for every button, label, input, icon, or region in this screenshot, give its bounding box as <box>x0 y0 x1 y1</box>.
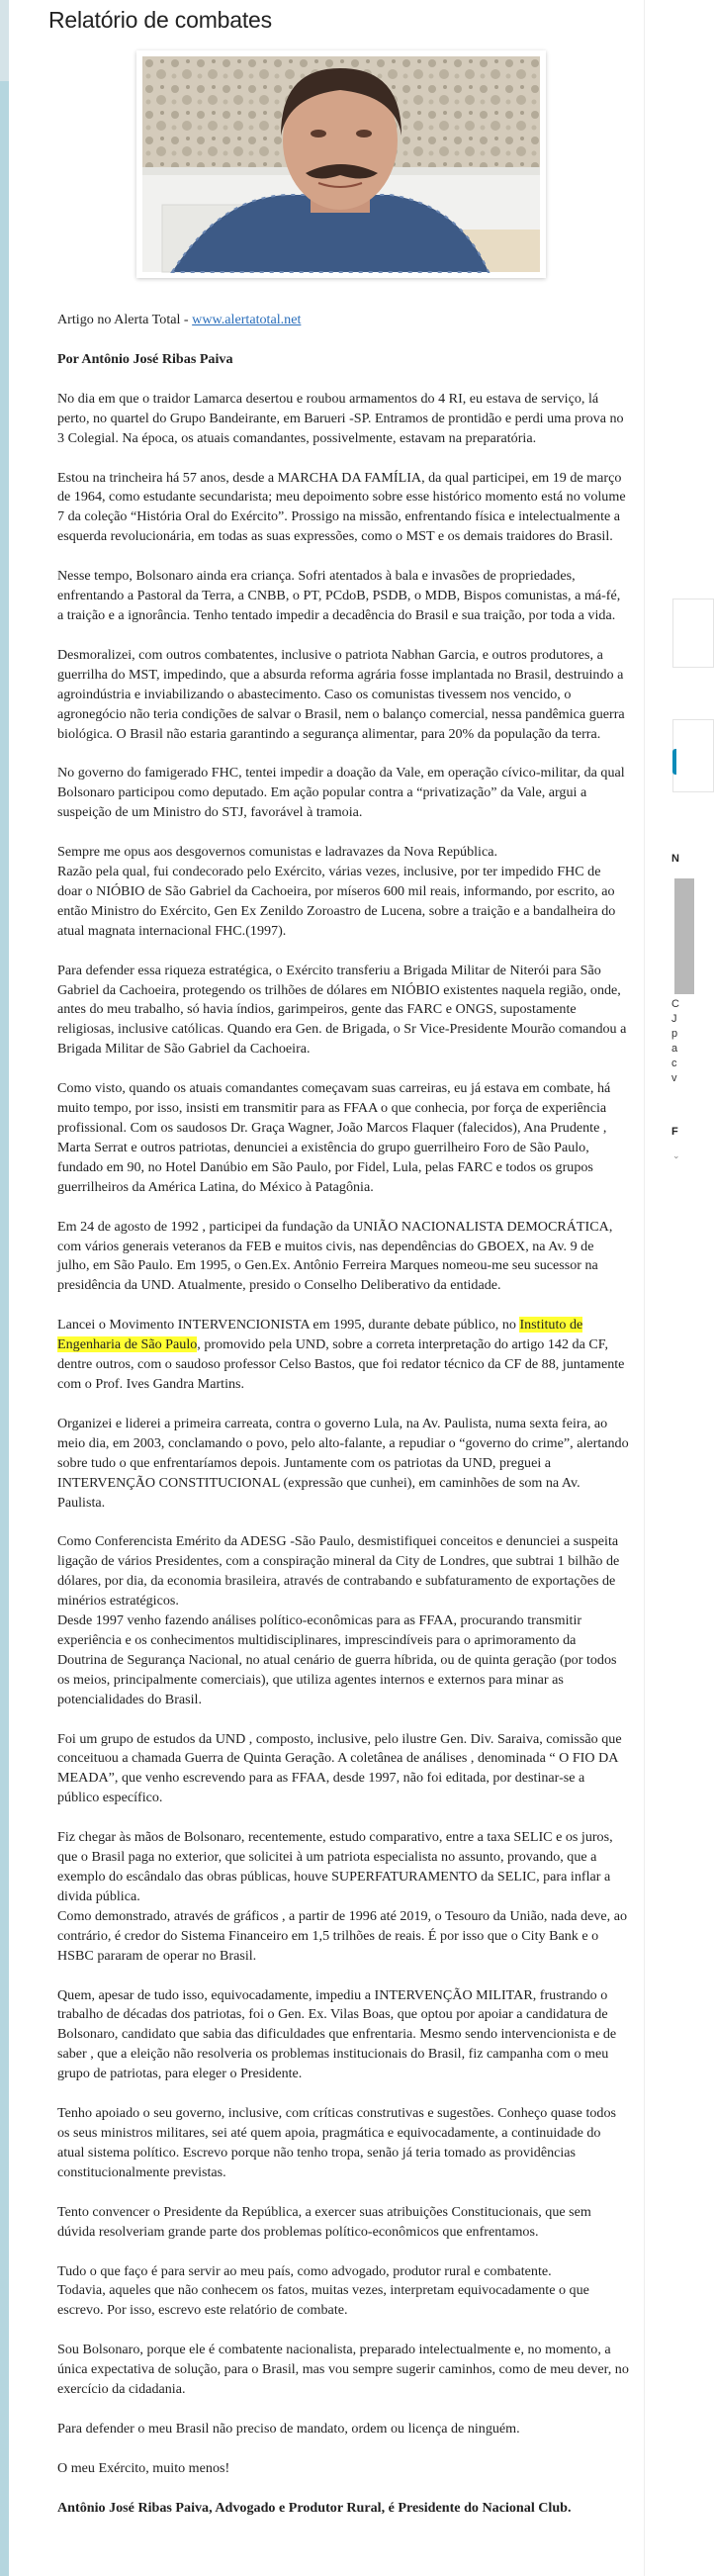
article-paragraph: No dia em que o traidor Lamarca desertou e roubou armamentos do 4 RI, eu estava de serviço, lá perto, no quartel do Grupo Bandeirante, em Barueri -SP. Entramos de prontidão e perdi uma prova no 3 Colegial. Na época, os atuais comandantes, possivelmente, estavam na preparatória. <box>57 390 624 446</box>
article-paragraph: No governo do famigerado FHC, tentei impedir a doação da Vale, em operação cívico-militar, da qual Bolsonaro participou como deputado. Em ação popular contra a “privatização” da Vale, argui a suspeição de um Ministro do STJ, favorável à tramoia. <box>57 765 625 821</box>
article-paragraph: Tenho apoiado o seu governo, inclusive, com críticas construtivas e sugestões. Conheço quase todos os seus ministros militares, sei até quem apoia, pragmática e equivocadamente, a continuidade do atual sistema político. Escrevo porque não tenho tropa, senão já teria tomado as providências constitucionalmente previstas. <box>57 2105 616 2180</box>
sidebar-widget-box <box>672 598 714 668</box>
sidebar-thumbnail[interactable] <box>674 878 694 994</box>
post-column <box>9 0 645 2576</box>
byline: Por Antônio José Ribas Paiva <box>57 350 233 367</box>
source-link[interactable]: www.alertatotal.net <box>192 312 302 327</box>
post-image-frame[interactable] <box>136 50 546 278</box>
sidebar-partial <box>645 0 680 2576</box>
source-line: Artigo no Alerta Total - www.alertatotal.net <box>57 312 302 327</box>
article-paragraph: Para defender o meu Brasil não preciso de mandato, ordem ou licença de ninguém. <box>57 2420 520 2437</box>
article-paragraph: Como Conferencista Emérito da ADESG -São Paulo, desmistifiquei conceitos e denunciei a suspeita ligação de vários Presidentes, com a conspiração mineral da City de Londres, que subtrai 1 bilhão de dólares, por dia, da economia brasileira, através de contrabando e subfaturamento de exportações de minérios estratégicos. Desde 1997 venho fazendo análises político-econômicas para as FFAA, procurando transmitir experiência e os conhecimentos multidisciplinares, imprescindíveis para o aprimoramento da Doutrina de Segurança Nacional, no atual cenário de guerra híbrida, ou de quinta geração (por todos os meios, principalmente comerciais), que utiliza agentes internos e externos para minar as potencialidades do Brasil. <box>57 1533 620 1707</box>
author-photo-illustration <box>142 56 540 272</box>
post-title: Relatório de combates <box>48 7 272 33</box>
article-paragraph: Sempre me opus aos desgovernos comunistas e ladravazes da Nova República. Razão pela qual, fui condecorado pelo Exército, várias vezes, inclusive, por ter impedido FHC de doar o NIÓBIO de São Gabriel da Cachoeira, por míseros 600 mil reais, informando, por escrito, ao então Ministro do Exército, Gen Ex Zenildo Zoroastro de Lucena, sobre a traição e a bandalheira do atual magnata internacional FHC.(1997). <box>57 844 616 939</box>
article-paragraph: Quem, apesar de tudo isso, equivocadamente, impediu a INTERVENÇÃO MILITAR, frustrando o trabalho de décadas dos patriotas, foi o Gen. Ex. Vilas Boas, que optou por apoiar a candidatura de Bolsonaro, candidato que sabia das dificuldades que enfrentaria. Mesmo sendo intervencionista e de saber , que a eleição não resolveria os problemas institucionais do Brasil, fiz campanha com o meu grupo de patriotas, para eleger o Presidente. <box>57 1986 617 2082</box>
highlighted-text: Instituto de Engenharia de São Paulo <box>57 1317 583 1353</box>
sidebar-widget-box <box>672 719 714 792</box>
article-paragraph: Como visto, quando os atuais comandantes começavam suas carreiras, eu já estava em combate, há muito tempo, por isso, insisti em transmitir para as FFAA o que conhecia, por força de experiência profissional. Com os saudosos Dr. Graça Wagner, João Marcos Flaquer (falecidos), Ana Prudente , Marta Serrat e outros patriotas, denunciei a existência do grupo guerrilheiro Foro de São Paulo, fundado em 90, no Hotel Danúbio em São Paulo, por Fidel, Lula, pelas FARC e todos os grupos guerrilheiros da América Latina, do México à Patagônia. <box>57 1080 611 1195</box>
article-paragraph: Foi um grupo de estudos da UND , composto, inclusive, pelo ilustre Gen. Div. Saraiva, comissão que conceituou a chamada Guerra de Quinta Geração. A coletânea de análises , denominada “ O FIO DA MEADA”, que venho escrevendo para as FFAA, desde 1997, não foi editada, por destinar-se a público específico. <box>57 1730 622 1806</box>
sidebar-heading: N <box>671 853 679 865</box>
article-paragraph: Fiz chegar às mãos de Bolsonaro, recentemente, estudo comparativo, entre a taxa SELIC e os juros, que o Brasil paga no exterior, que solicitei à um patriota especialista no assunto, provando, que a exemplo do escândalo das obras públicas, houve SUPERFATURAMENTO da SELIC, para inflar a divida pública. Como demonstrado, através de gráficos , a partir de 1996 até 2019, o Tesouro da União, nada deve, ao contrário, é credor do Sistema Financeiro em 1,5 trilhões de reais. É por isso que o City Bank e o HSBC pararam de operar no Brasil. <box>57 1829 628 1964</box>
article-paragraph: Desmoralizei, com outros combatentes, inclusive o patriota Nabhan Garcia, e outros produtores, a guerrilha do MST, impedindo, que a absurda reforma agrária fosse implantada no Brasil, destruindo a agroindústria e inviabilizando o abastecimento. Caso os comunistas tivessem nos vencido, o agronegócio não teria condições de salvar o Brasil, nem o balanço comercial, nessa pandêmica guerra biológica. O Brasil não estaria garantindo a segurança alimentar, para 20% da população da terra. <box>57 646 625 742</box>
article-paragraph-highlighted: Lancei o Movimento INTERVENCIONISTA em 1995, durante debate público, no Instituto de Engenharia de São Paulo, promovido pela UND, sobre a correta interpretação do artigo 142 da CF, dentre outros, com o saudoso professor Celso Bastos, que foi redator técnico da CF de 88, juntamente com o Prof. Ives Gandra Martins. <box>57 1317 625 1392</box>
sidebar-heading: F <box>671 1126 678 1138</box>
article-paragraph: Em 24 de agosto de 1992 , participei da fundação da UNIÃO NACIONALISTA DEMOCRÁTICA, com vários generais veteranos da FEB e muitos civis, nas dependências do GBOEX, na Av. 9 de julho, em São Paulo. Em 1995, o Gen.Ex. Antônio Ferreira Marques nomeou-me seu sucessor na presidência da UND. Atualmente, presido o Conselho Deliberativo da entidade. <box>57 1218 613 1294</box>
chevron-down-icon[interactable]: ⌄ <box>672 1150 680 1160</box>
article-paragraph: Organizei e liderei a primeira carreata, contra o governo Lula, na Av. Paulista, numa sexta feira, ao meio dia, em 2003, conclamando o povo, pelo alto-falante, a repudiar o “governo do crime”, alertando sobre tudo o que enfrentaríamos depois. Juntamente com os patriotas da UND, preguei a INTERVENÇÃO CONSTITUCIONAL (expressão que cunhei), em caminhões de som na Av. Paulista. <box>57 1415 629 1511</box>
sidebar-text-fragment: C J p a c v <box>671 998 679 1084</box>
sidebar-accent-icon <box>672 749 676 775</box>
article-paragraph: Nesse tempo, Bolsonaro ainda era criança. Sofri atentados à bala e invasões de propriedades, enfrentando a Pastoral da Terra, a CNBB, o PT, PCdoB, PSDB, o MDB, Bispos comunistas, a má-fé, a traição e a ignorância. Tenho tentado impedir a decadência do Brasil e sua traição, por toda a vida. <box>57 568 621 623</box>
article-paragraph: Tento convencer o Presidente da República, a exercer suas atribuições Constitucionais, que sem dúvida resolveriam grande parte dos problemas político-econômicos que enfrentamos. <box>57 2203 591 2240</box>
article-paragraph: Estou na trincheira há 57 anos, desde a MARCHA DA FAMÍLIA, da qual participei, em 19 de março de 1964, como estudante secundarista; meu depoimento sobre esse histórico momento está no volume 7 da coleção “História Oral do Exército”. Prossigo na missão, enfrentando física e intelectualmente a esquerda revolucionária, em todas as suas expressões, como o MST e os demais traidores do Brasil. <box>57 469 626 545</box>
author-signature: Antônio José Ribas Paiva, Advogado e Produtor Rural, é Presidente do Nacional Club. <box>57 2499 572 2516</box>
article-body <box>57 311 629 2538</box>
article-paragraph: O meu Exército, muito menos! <box>57 2459 230 2476</box>
left-background-strip <box>0 0 9 2576</box>
article-paragraph: Para defender essa riqueza estratégica, o Exército transferiu a Brigada Militar de Niterói para São Gabriel da Cachoeira, protegendo os trilhões de dólares em NIÓBIO existentes naquela região, onde, antes do meu trabalho, só havia índios, garimpeiros, gente das FARC e ONGS, supostamente religiosas, inclusive católicas. Quando era Gen. de Brigada, o Sr Vice-Presidente Mourão comandou a Brigada Militar de São Gabriel da Cachoeira. <box>57 962 627 1058</box>
article-paragraph: Sou Bolsonaro, porque ele é combatente nacionalista, preparado intelectualmente e, no momento, a única expectativa de solução, para o Brasil, mas vou sempre sugerir caminhos, como de meu dever, no exercício da cidadania. <box>57 2342 629 2398</box>
author-photo[interactable] <box>142 56 540 272</box>
article-paragraph: Tudo o que faço é para servir ao meu país, como advogado, produtor rural e combatente. Todavia, aqueles que não conhecem os fatos, muitas vezes, interpretam equivocadamente o que escrevo. Por isso, escrevo este relatório de combate. <box>57 2262 589 2319</box>
